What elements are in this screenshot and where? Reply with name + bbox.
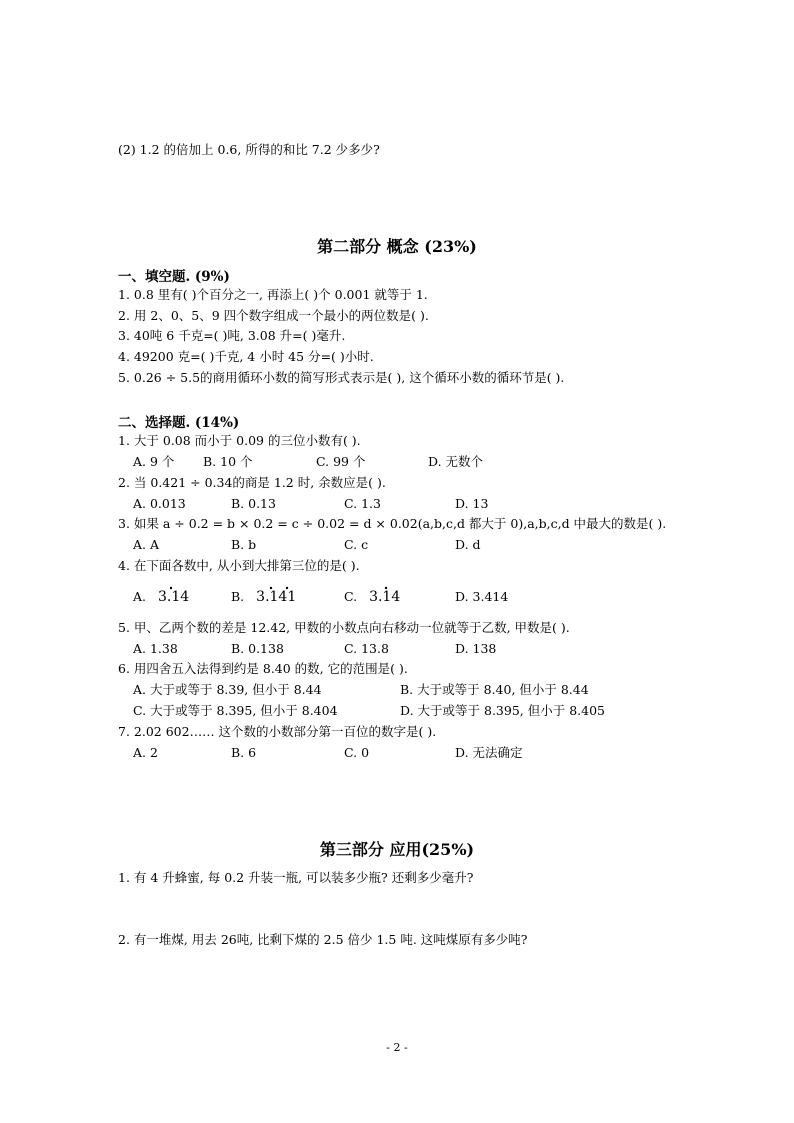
option-d: D. d (455, 537, 481, 552)
option-c: C. 0 (344, 745, 370, 760)
option-c: C. 13.8 (344, 641, 389, 656)
choice-stem: 1. 大于 0.08 而小于 0.09 的三位小数有( ). (118, 433, 361, 448)
option-d: D. 138 (455, 641, 497, 656)
fill-item: 1. 0.8 里有( )个百分之一, 再添上( )个 0.001 就等于 1. (118, 287, 428, 302)
option-b: B. 0.138 (231, 641, 284, 656)
option-c: C. 大于或等于 8.395, 但小于 8.404 (133, 703, 338, 718)
option-c: C. c (344, 537, 369, 552)
repeating-decimal: 3.14 (158, 589, 190, 605)
option-d: D. 13 (455, 496, 489, 511)
option-d: D. 3.414 (455, 589, 509, 604)
option-a: A. 1.38 (133, 641, 178, 656)
fill-blank-heading: 一、填空题. (9%) (118, 269, 230, 285)
question-text: (2) 1.2 的倍加上 0.6, 所得的和比 7.2 少多少? (118, 142, 380, 157)
fill-item: 3. 40吨 6 千克=( )吨, 3.08 升=( )毫升. (118, 328, 346, 343)
option-a: A. 9 个 (133, 454, 175, 469)
choice-stem: 3. 如果 a ÷ 0.2 = b × 0.2 = c ÷ 0.02 = d × 0.02(a,b,c,d 都大于 0),a,b,c,d 中最大的数是( ). (118, 516, 667, 531)
fill-item: 2. 用 2、0、5、9 四个数字组成一个最小的两位数是( ). (118, 308, 429, 323)
application-question: 1. 有 4 升蜂蜜, 每 0.2 升装一瓶, 可以装多少瓶? 还剩多少毫升? (118, 870, 474, 885)
option-c: C. 99 个 (316, 454, 366, 469)
page-number: - 2 - (386, 1041, 408, 1054)
option-d: D. 大于或等于 8.395, 但小于 8.405 (400, 703, 605, 718)
option-a: A. 2 (133, 745, 158, 760)
option-a: A. 0.013 (133, 496, 186, 511)
option-b: B. 10 个 (203, 454, 253, 469)
choice-stem: 7. 2.02 602…… 这个数的小数部分第一百位的数字是( ). (118, 724, 437, 739)
choice-heading: 二、选择题. (14%) (118, 415, 240, 431)
option-d: D. 无数个 (428, 454, 484, 469)
option-b: B. b (231, 537, 257, 552)
repeating-decimal: 3.141 (256, 589, 297, 605)
choice-stem: 5. 甲、乙两个数的差是 12.42, 甲数的小数点向右移动一位就等于乙数, 甲数是( ). (118, 620, 570, 635)
option-c (344, 589, 400, 605)
choice-stem: 6. 用四舍五入法得到约是 8.40 的数, 它的范围是( ). (118, 661, 408, 676)
option-label: C. (344, 589, 358, 604)
option-b: B. 大于或等于 8.40, 但小于 8.44 (400, 682, 589, 697)
option-label: B. (231, 589, 245, 604)
option-a: A. A (133, 537, 160, 552)
option-a (133, 589, 189, 605)
fill-item: 4. 49200 克=( )千克, 4 小时 45 分=( )小时. (118, 349, 374, 364)
choice-stem: 2. 当 0.421 ÷ 0.34的商是 1.2 时, 余数应是( ). (118, 475, 386, 490)
option-b: B. 0.13 (231, 496, 276, 511)
option-c: C. 1.3 (344, 496, 381, 511)
option-b (231, 589, 296, 605)
section-title: 第二部分 概念 (23%) (317, 237, 477, 256)
application-question: 2. 有一堆煤, 用去 26吨, 比剩下煤的 2.5 倍少 1.5 吨. 这吨煤原有多少吨? (118, 932, 528, 947)
option-b: B. 6 (231, 745, 257, 760)
option-a: A. 大于或等于 8.39, 但小于 8.44 (133, 682, 322, 697)
fill-item: 5. 0.26 ÷ 5.5的商用循环小数的简写形式表示是( ), 这个循环小数的循环节是( ). (118, 370, 565, 385)
choice-stem: 4. 在下面各数中, 从小到大排第三位的是( ). (118, 558, 360, 573)
repeating-decimal: 3.14 (369, 589, 401, 605)
option-label: A. (133, 589, 147, 604)
option-d: D. 无法确定 (455, 745, 523, 760)
section-title: 第三部分 应用(25%) (319, 840, 475, 859)
